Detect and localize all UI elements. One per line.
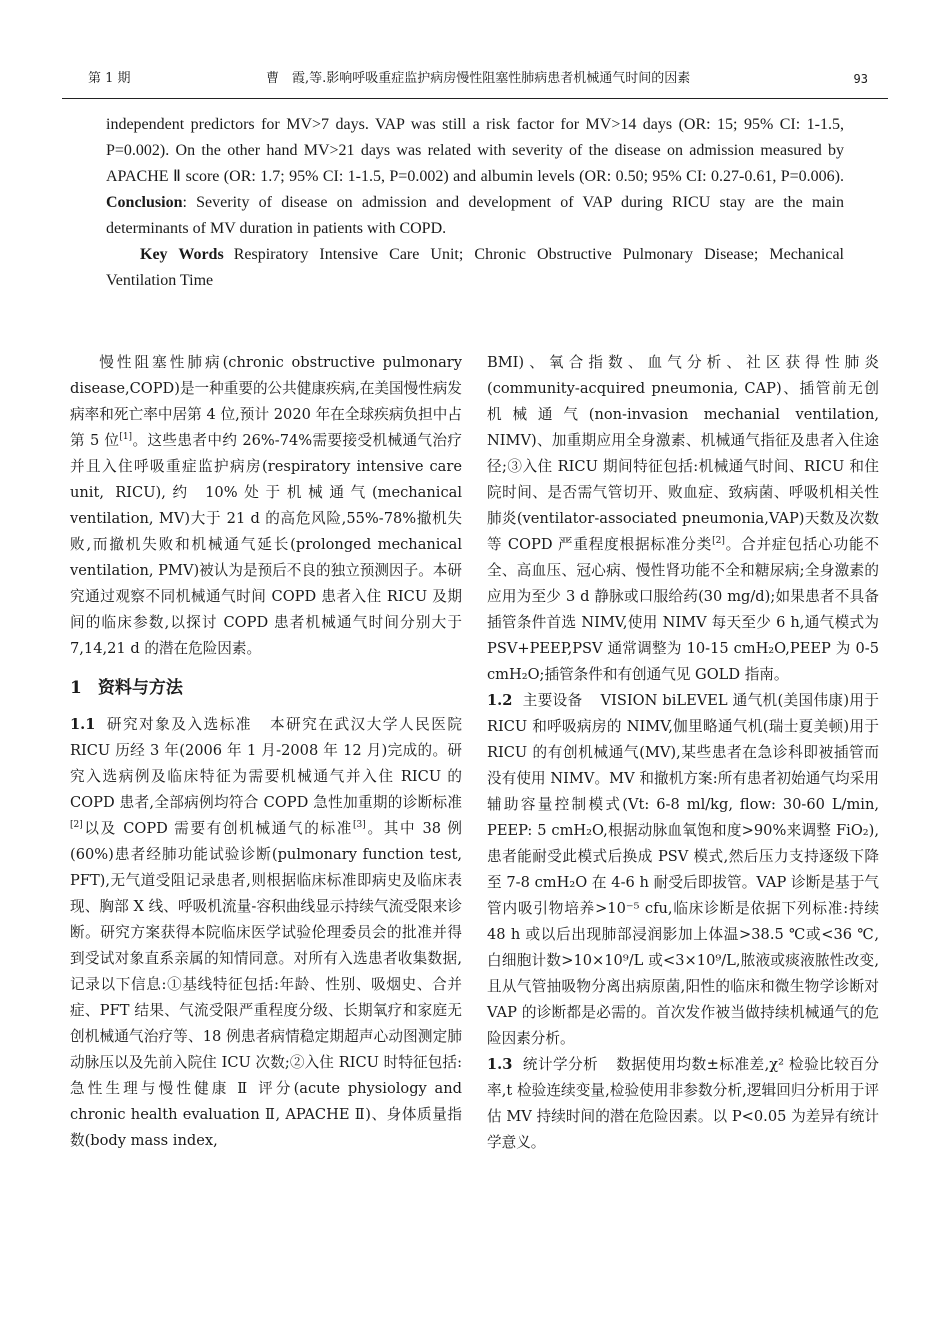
subsection-number: 1.3 xyxy=(487,1056,513,1073)
page-number: 93 xyxy=(853,72,868,86)
citation-2: [2] xyxy=(70,820,83,831)
intro-text-b: 。这些患者中约 26%-74%需要接受机械通气治疗并且入住呼吸重症监护病房(respiratory intensive care unit, RICU),约 10%处于机械通气(mechanical ventilation, MV)大于 21 d 的高危风险,55%-78%撤机失败,而撤机失败和机械通气延长(prolonged mechanical ventilation, PMV)被认为是预后不良的独立预测因子。本研究通过观察不同机械通气时间 COPD 患者入住 RICU 及期间的临床参数,以探讨 COPD 患者机械通气时间分别大于 7,14,21 d 的潜在危险因素。 xyxy=(70,432,462,657)
citation-2: [2] xyxy=(712,536,725,547)
section-number: 1 xyxy=(70,678,82,698)
subsection-text-b: 以及 COPD 需要有创机械通气的标准 xyxy=(82,820,354,837)
subsection-title: 主要设备 xyxy=(522,692,583,709)
subsection-title: 研究对象及入选标准 xyxy=(105,716,253,733)
abstract-paragraph xyxy=(106,112,844,242)
english-abstract xyxy=(106,112,844,294)
header-divider xyxy=(62,98,888,99)
abstract-results-text: independent predictors for MV>7 days. VAP was still a risk factor for MV>14 days (OR: 15; 95% CI: 1-1.5, P=0.002). On the other hand MV>21 days was related with severity of the disease on admission measured by APACHE Ⅱ score (OR: 1.7; 95% CI: 1-1.5, P=0.002) and albumin levels (OR: 0.50; 95% CI: 0.27-0.61, P=0.006). xyxy=(106,116,844,185)
continued-paragraph xyxy=(487,350,879,688)
running-header xyxy=(62,66,888,92)
subsection-number: 1.2 xyxy=(487,692,513,709)
keywords-label: Key Words xyxy=(140,246,224,263)
conclusion-label: Conclusion xyxy=(106,194,183,211)
subsection-title: 统计学分析 xyxy=(522,1056,599,1073)
subsection-text-a: 本研究在武汉大学人民医院 RICU 历经 3 年(2006 年 1 月-2008 年 12 月)完成的。研究入选病例及临床特征为需要机械通气并入住 RICU 的 COPD 患者,全部病例均符合 COPD 急性加重期的诊断标准 xyxy=(70,716,462,811)
subsection-text-c: 。其中 38 例(60%)患者经肺功能试验诊断(pulmonary function test, PFT),无气道受阻记录患者,则根据临床标准即病史及临床表现、胸部 X 线、呼吸机流量-容积曲线显示持续气流受限来诊断。研究方案获得本院临床医学试验伦理委员会的批准并得到受试对象直系亲属的知情同意。对所有入选患者收集数据,记录以下信息:①基线特征包括:年龄、性别、吸烟史、合并症、PFT 结果、气流受限严重程度分级、长期氧疗和家庭无创机械通气治疗等、18 例患者病情稳定期超声心动图测定肺动脉压以及先前入院住 ICU 次数;②入住 RICU 时特征包括:急性生理与慢性健康 Ⅱ 评分(acute physiology and chronic health evaluation Ⅱ, APACHE Ⅱ)、身体质量指数(body mass index, xyxy=(70,820,462,1149)
intro-text-a: 慢性阻塞性肺病(chronic obstructive pulmonary disease,COPD)是一种重要的公共健康疾病,在美国慢性病发病率和死亡率中居第 4 位,预计 2020 年在全球疾病负担中占第 5 位 xyxy=(70,354,462,449)
continued-text-b: 。合并症包括心功能不全、高血压、冠心病、慢性肾功能不全和糖尿病;全身激素的应用为至少 3 d 静脉或口服给药(30 mg/d);如果患者不具备插管条件首选 NIMV,使用 NIMV 每天至少 6 h,通气模式为 PSV+PEEP,PSV 通常调整为 10-15 cmH₂O,PEEP 为 0-5 cmH₂O;插管条件和有创通气见 GOLD 指南。 xyxy=(487,536,879,683)
citation-3: [3] xyxy=(353,820,366,831)
subsection-text: VISION biLEVEL 通气机(美国伟康)用于 RICU 和呼吸病房的 NIMV,伽里略通气机(瑞士夏美顿)用于 RICU 的有创机械通气(MV),某些患者在急诊科即被插管而没有使用 NIMV。MV 和撤机方案:所有患者初始通气均采用辅助容量控制模式(Vt: 6-8 ml/kg, flow: 30-60 L/min, PEEP: 5 cmH₂O,根据动脉血氧饱和度>90%来调整 FiO₂),患者能耐受此模式后换成 PSV 模式,然后压力支持逐级下降至 7-8 cmH₂O 在 4-6 h 耐受后即拔管。VAP 诊断是基于气管内吸引物培养>10⁻⁵ cfu,临床诊断是依据下列标准:持续 48 h 或以后出现肺部浸润影加上体温>38.5 ℃或<36 ℃,白细胞计数>10×10⁹/L 或<3×10⁹/L,脓液或痰液脓性改变,且从气管抽吸物分离出病原菌,阳性的临床和微生物学诊断对 VAP 的诊断都是必需的。首次发作被当做持续机械通气的危险因素分析。 xyxy=(487,692,879,1047)
left-column xyxy=(70,350,462,1154)
citation-1: [1] xyxy=(119,432,133,443)
keywords-paragraph xyxy=(106,242,844,294)
subsection-1-3 xyxy=(487,1052,879,1156)
right-column xyxy=(487,350,879,1156)
subsection-1-2 xyxy=(487,688,879,1052)
section-heading xyxy=(70,674,462,702)
keywords-text: Respiratory Intensive Care Unit; Chronic Obstructive Pulmonary Disease; Mechanical Ventilation Time xyxy=(106,246,844,289)
section-title: 资料与方法 xyxy=(97,678,183,698)
subsection-number: 1.1 xyxy=(70,716,96,733)
continued-text-a: BMI)、氧合指数、血气分析、社区获得性肺炎(community-acquired pneumonia, CAP)、插管前无创机械通气(non-invasion mechanial ventilation, NIMV)、加重期应用全身激素、机械通气指征及患者入住途径;③入住 RICU 期间特征包括:机械通气时间、RICU 和住院时间、是否需气管切开、败血症、致病菌、呼吸机相关性肺炎(ventilator-associated pneumonia,VAP)天数及次数等 COPD 严重程度根据标准分类 xyxy=(487,354,879,553)
running-title: 曹 霞,等.影响呼吸重症监护病房慢性阻塞性肺病患者机械通气时间的因素 xyxy=(266,71,691,86)
intro-paragraph xyxy=(70,350,462,662)
issue-label: 第 1 期 xyxy=(88,71,131,86)
subsection-1-1 xyxy=(70,712,462,1154)
subsection-text: 数据使用均数±标准差,χ² 检验比较百分率,t 检验连续变量,检验使用非参数分析,逻辑回归分析用于评估 MV 持续时间的潜在危险因素。以 P<0.05 为差异有统计学意义。 xyxy=(487,1056,879,1151)
abstract-conclusion-text: : Severity of disease on admission and development of VAP during RICU stay are the main determinants of MV duration in patients with COPD. xyxy=(106,194,844,237)
